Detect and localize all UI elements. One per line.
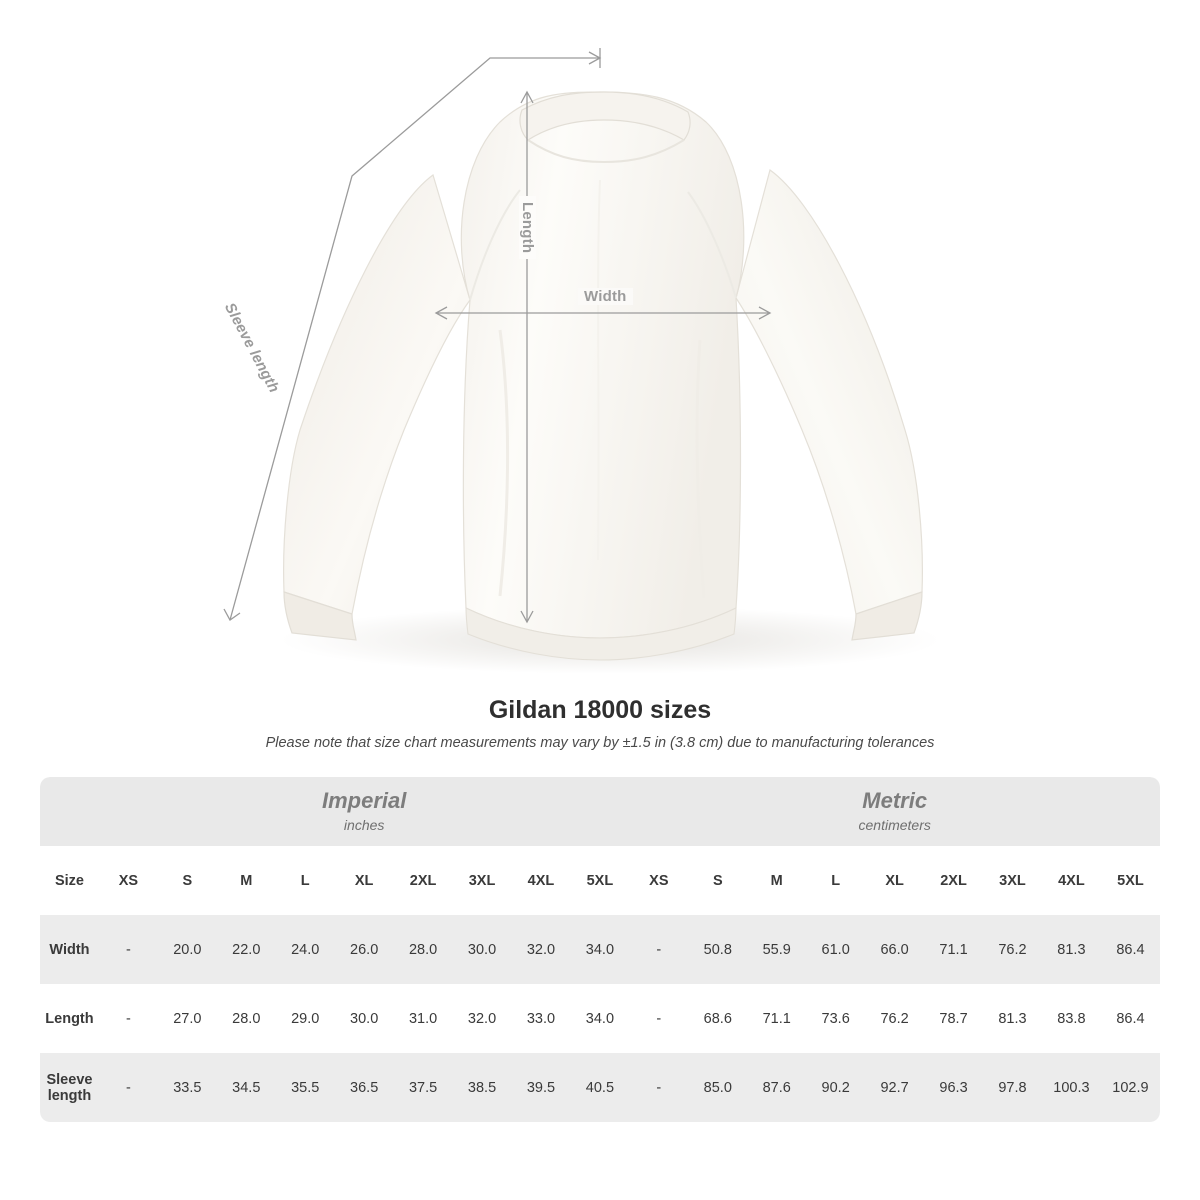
cell-width-imperial-s: 20.0 xyxy=(158,915,217,984)
cell-sleeve-metric-5xl: 102.9 xyxy=(1101,1053,1160,1122)
row-label-width: Width xyxy=(40,915,99,984)
cell-length-metric-xl: 76.2 xyxy=(865,984,924,1053)
unit-corner-cell xyxy=(40,777,99,846)
size-header-metric-5xl: 5XL xyxy=(1101,846,1160,915)
cell-length-imperial-3xl: 32.0 xyxy=(453,984,512,1053)
cell-sleeve-metric-xs: - xyxy=(629,1053,688,1122)
cell-width-imperial-l: 24.0 xyxy=(276,915,335,984)
cell-length-imperial-2xl: 31.0 xyxy=(394,984,453,1053)
size-header-metric-xs: XS xyxy=(629,846,688,915)
cell-length-imperial-s: 27.0 xyxy=(158,984,217,1053)
cell-length-imperial-l: 29.0 xyxy=(276,984,335,1053)
cell-width-metric-xs: - xyxy=(629,915,688,984)
sleeve-length-dimension-label: Sleeve length xyxy=(220,300,283,396)
cell-sleeve-imperial-l: 35.5 xyxy=(276,1053,335,1122)
cell-width-metric-xl: 66.0 xyxy=(865,915,924,984)
cell-sleeve-metric-2xl: 96.3 xyxy=(924,1053,983,1122)
page-title: Gildan 18000 sizes xyxy=(488,696,712,724)
cell-length-metric-2xl: 78.7 xyxy=(924,984,983,1053)
size-header-imperial-xs: XS xyxy=(99,846,158,915)
size-header-metric-4xl: 4XL xyxy=(1042,846,1101,915)
tolerance-note: Please note that size chart measurements may vary by ±1.5 in (3.8 cm) due to manufacturing tolerances xyxy=(265,735,935,751)
cell-sleeve-imperial-m: 34.5 xyxy=(217,1053,276,1122)
cell-sleeve-imperial-4xl: 39.5 xyxy=(512,1053,571,1122)
row-label-sleeve-length: Sleeve length xyxy=(40,1053,99,1122)
table-row xyxy=(40,984,1160,1053)
cell-width-metric-3xl: 76.2 xyxy=(983,915,1042,984)
size-header-metric-s: S xyxy=(688,846,747,915)
imperial-unit-title: Imperial xyxy=(321,788,407,814)
cell-length-metric-m: 71.1 xyxy=(747,984,806,1053)
size-header-label: Size xyxy=(40,846,99,915)
size-header-imperial-2xl: 2XL xyxy=(394,846,453,915)
cell-length-imperial-xs: - xyxy=(99,984,158,1053)
length-dimension-label: Length xyxy=(519,196,536,259)
cell-length-metric-3xl: 81.3 xyxy=(983,984,1042,1053)
table-row xyxy=(40,915,1160,984)
size-header-row xyxy=(40,846,1160,915)
cell-sleeve-imperial-s: 33.5 xyxy=(158,1053,217,1122)
cell-sleeve-imperial-xl: 36.5 xyxy=(335,1053,394,1122)
size-header-metric-3xl: 3XL xyxy=(983,846,1042,915)
size-header-metric-m: M xyxy=(747,846,806,915)
size-header-metric-l: L xyxy=(806,846,865,915)
size-header-imperial-m: M xyxy=(217,846,276,915)
size-header-imperial-4xl: 4XL xyxy=(512,846,571,915)
cell-sleeve-metric-m: 87.6 xyxy=(747,1053,806,1122)
cell-length-metric-s: 68.6 xyxy=(688,984,747,1053)
size-header-imperial-s: S xyxy=(158,846,217,915)
cell-length-imperial-m: 28.0 xyxy=(217,984,276,1053)
size-chart-table xyxy=(40,777,1160,1122)
metric-unit-sub: centimeters xyxy=(858,816,931,833)
cell-width-metric-s: 50.8 xyxy=(688,915,747,984)
width-dimension-label: Width xyxy=(578,288,633,305)
metric-unit-cell xyxy=(629,777,1160,846)
cell-length-metric-l: 73.6 xyxy=(806,984,865,1053)
cell-sleeve-metric-l: 90.2 xyxy=(806,1053,865,1122)
cell-sleeve-imperial-5xl: 40.5 xyxy=(570,1053,629,1122)
cell-width-imperial-4xl: 32.0 xyxy=(512,915,571,984)
cell-sleeve-imperial-3xl: 38.5 xyxy=(453,1053,512,1122)
size-chart-table-wrap xyxy=(40,777,1160,1122)
cell-sleeve-metric-4xl: 100.3 xyxy=(1042,1053,1101,1122)
cell-width-imperial-xl: 26.0 xyxy=(335,915,394,984)
cell-sleeve-imperial-xs: - xyxy=(99,1053,158,1122)
cell-sleeve-metric-s: 85.0 xyxy=(688,1053,747,1122)
cell-width-imperial-5xl: 34.0 xyxy=(570,915,629,984)
cell-width-metric-2xl: 71.1 xyxy=(924,915,983,984)
title-block xyxy=(0,696,1200,751)
imperial-unit-cell xyxy=(99,777,629,846)
cell-length-imperial-4xl: 33.0 xyxy=(512,984,571,1053)
cell-width-metric-5xl: 86.4 xyxy=(1101,915,1160,984)
row-label-length: Length xyxy=(40,984,99,1053)
cell-width-metric-4xl: 81.3 xyxy=(1042,915,1101,984)
imperial-unit-sub: inches xyxy=(343,816,385,833)
cell-width-metric-m: 55.9 xyxy=(747,915,806,984)
metric-unit-title: Metric xyxy=(862,788,928,814)
unit-header-row xyxy=(40,777,1160,846)
size-header-imperial-3xl: 3XL xyxy=(453,846,512,915)
table-row xyxy=(40,1053,1160,1122)
cell-width-imperial-xs: - xyxy=(99,915,158,984)
cell-width-imperial-m: 22.0 xyxy=(217,915,276,984)
size-header-imperial-l: L xyxy=(276,846,335,915)
cell-length-metric-xs: - xyxy=(629,984,688,1053)
cell-length-metric-4xl: 83.8 xyxy=(1042,984,1101,1053)
size-header-metric-2xl: 2XL xyxy=(924,846,983,915)
size-header-imperial-xl: XL xyxy=(335,846,394,915)
cell-width-imperial-3xl: 30.0 xyxy=(453,915,512,984)
size-header-metric-xl: XL xyxy=(865,846,924,915)
cell-length-metric-5xl: 86.4 xyxy=(1101,984,1160,1053)
cell-width-imperial-2xl: 28.0 xyxy=(394,915,453,984)
cell-sleeve-metric-3xl: 97.8 xyxy=(983,1053,1042,1122)
cell-sleeve-metric-xl: 92.7 xyxy=(865,1053,924,1122)
cell-length-imperial-xl: 30.0 xyxy=(335,984,394,1053)
size-header-imperial-5xl: 5XL xyxy=(570,846,629,915)
cell-length-imperial-5xl: 34.0 xyxy=(570,984,629,1053)
cell-width-metric-l: 61.0 xyxy=(806,915,865,984)
cell-sleeve-imperial-2xl: 37.5 xyxy=(394,1053,453,1122)
